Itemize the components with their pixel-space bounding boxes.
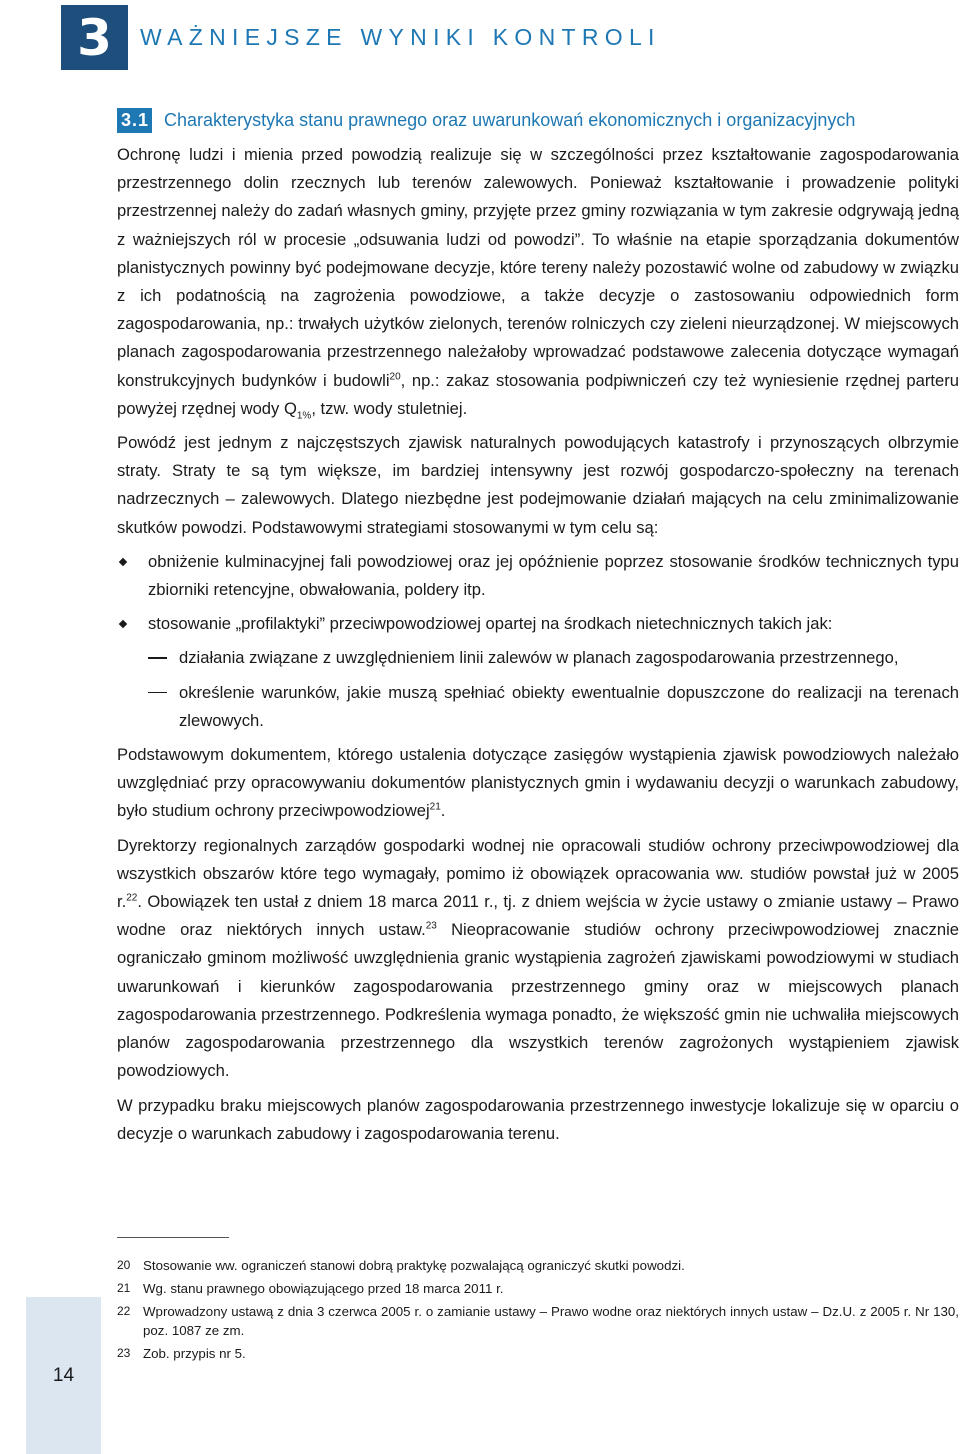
chapter-title: WAŻNIEJSZE WYNIKI KONTROLI [140,24,661,50]
footnote-ref-22: 22 [126,892,138,904]
footnotes [117,1256,959,1367]
paragraph-2: Powódź jest jednym z najczęstszych zjawisk naturalnych powodujących katastrofy i przynoszących olbrzymie straty. Straty te są tym większe, im bardziej intensywny jest rozwój gospodarczo-społeczny na terenach nadrzecznych – zalewowych. Dlatego niezbędne jest podejmowanie działań mających na celu zminimalizowanie skutków powodzi. Podstawowymi strategiami stosowanymi w tym celu są: [117,433,959,537]
footnote-number: 20 [117,1258,131,1272]
footnote-ref-20: 20 [389,371,401,383]
bullet-item: stosowanie „profilaktyki” przeciwpowodziowej opartej na środkach nietechnicznych takich jak: działania związane z uwzględnieniem linii zalewów w planach zagospodarowania przestrzennego, określenie warunków, jakie muszą spełniać obiekty ewentualnie dopuszczone do realizacji na terenach zlewowych. [117,610,959,735]
footnote-number: 22 [117,1304,131,1318]
footnote [117,1256,959,1275]
footnote-number: 23 [117,1346,131,1360]
paragraph-5: W przypadku braku miejscowych planów zagospodarowania przestrzennego inwestycje lokalizuje się w oparciu o decyzje o warunkach zabudowy i zagospodarowania terenu. [117,1095,959,1143]
diamond-bullet-icon [119,620,127,628]
dash-list [148,644,959,735]
footnote-text: Wprowadzony ustawą z dnia 3 czerwca 2005 r. o zamianie ustawy – Prawo wodne oraz niektórych innych ustaw – Dz.U. z 2005 r. Nr 130, poz. 1087 ze zm. [143,1304,959,1338]
paragraph-3: Podstawowym dokumentem, którego ustalenia dotyczące zasięgów wystąpienia zjawisk powodziowych należało uwzględniać przy opracowywaniu dokumentów planistycznych gmin i wydawaniu decyzji o warunkach zabudowy, było studium ochrony przeciwpowodziowej$^{21}$. [117,745,959,821]
page-number: 14 [52,1364,75,1386]
dash-item: działania związane z uwzględnieniem linii zalewów w planach zagospodarowania przestrzennego, [148,644,959,672]
chapter-number: 3 [77,8,112,67]
footnote-number: 21 [117,1281,131,1295]
chapter-number-box [61,5,128,70]
bullet-item: obniżenie kulminacyjnej fali powodziowej oraz jej opóźnienie poprzez stosowanie środków technicznych typu zbiorniki retencyjne, obwałowania, poldery itp. [117,548,959,604]
section-number: 3.1 [117,108,152,133]
page-number-box [26,1297,101,1454]
dash-item: określenie warunków, jakie muszą spełniać obiekty ewentualnie dopuszczone do realizacji na terenach zlewowych. [148,679,959,735]
footnote-ref-21: 21 [429,801,441,813]
diamond-bullet-icon [119,558,127,566]
section-title: Charakterystyka stanu prawnego oraz uwarunkowań ekonomicznych i organizacyjnych [164,110,856,130]
paragraph-4: Dyrektorzy regionalnych zarządów gospodarki wodnej nie opracowali studiów ochrony przeciwpowodziowej dla wszystkich obszarów które tego wymagały, pomimo iż obowiązek opracowania ww. studiów powstał już w 2005 r.$^{22}$. Obowiązek ten ustał z dniem 18 marca 2011 r., tj. z dniem wejścia w życie ustawy o zmianie ustawy – Prawo wodne oraz niektórych innych ustaw.$^{23}$ Nieopracowanie studiów ochrony przeciwpowodziowej znacznie ograniczało gminom możliwość uwzględnienia granic wystąpienia zagrożeń zjawiskami powodziowymi w studiach uwarunkowań i kierunków zagospodarowania przestrzennego gminy oraz w miejscowych planach zagospodarowania przestrzennego. Podkreślenia wymaga ponadto, że większość gmin nie uchwaliła miejscowych planów zagospodarowania przestrzennego dla wszystkich terenów zagrożonych wystąpieniem zjawisk powodziowych. [117,835,959,1081]
footnote-text: Wg. stanu prawnego obowiązującego przed 18 marca 2011 r. [143,1281,504,1296]
footnote-ref-23: 23 [425,920,437,932]
footnote-text: Stosowanie ww. ograniczeń stanowi dobrą praktykę pozwalającą ograniczyć skutki powodzi. [143,1258,685,1273]
bullet-list [117,548,959,735]
footnote [117,1344,959,1363]
footnote-text: Zob. przypis nr 5. [143,1346,246,1361]
footnote [117,1302,959,1340]
section-heading [117,108,855,133]
main-content [117,141,959,1154]
subscript-1-percent: 1% [296,410,312,422]
footnote-divider [117,1237,229,1238]
paragraph-1: Ochronę ludzi i mienia przed powodzią realizuje się w szczególności przez kształtowanie zagospodarowania przestrzennego dolin rzecznych lub terenów zalewowych. Ponieważ kształtowanie i prowadzenie polityki przestrzennej należy do zadań własnych gminy, przyjęte przez gminy rozwiązania w tym zakresie odgrywają jedną z ważniejszych ról w procesie „odsuwania ludzi od powodzi”. To właśnie na etapie sporządzania dokumentów planistycznych powinny być podejmowane decyzje, które tereny należy pozostawić wolne od zabudowy w związku z ich podatnością na zagrożenia powodziowe, a także decyzje o zastosowaniu odpowiednich form zagospodarowania, np.: trwałych użytków zielonych, terenów rolniczych czy zieleni nieurządzonej. W miejscowych planach zagospodarowania przestrzennego należałoby wprowadzać podstawowe zalecenia dotyczące wymagań konstrukcyjnych budynków i budowli$^{20}$, np.: zakaz stosowania podpiwniczeń czy też wyniesienie rzędnej parteru powyżej rzędnej wody $Q_{1\%}$, tzw. wody stuletniej. [117,145,959,422]
dash-bullet-icon [148,657,167,659]
dash-bullet-icon [148,692,167,694]
footnote [117,1279,959,1298]
